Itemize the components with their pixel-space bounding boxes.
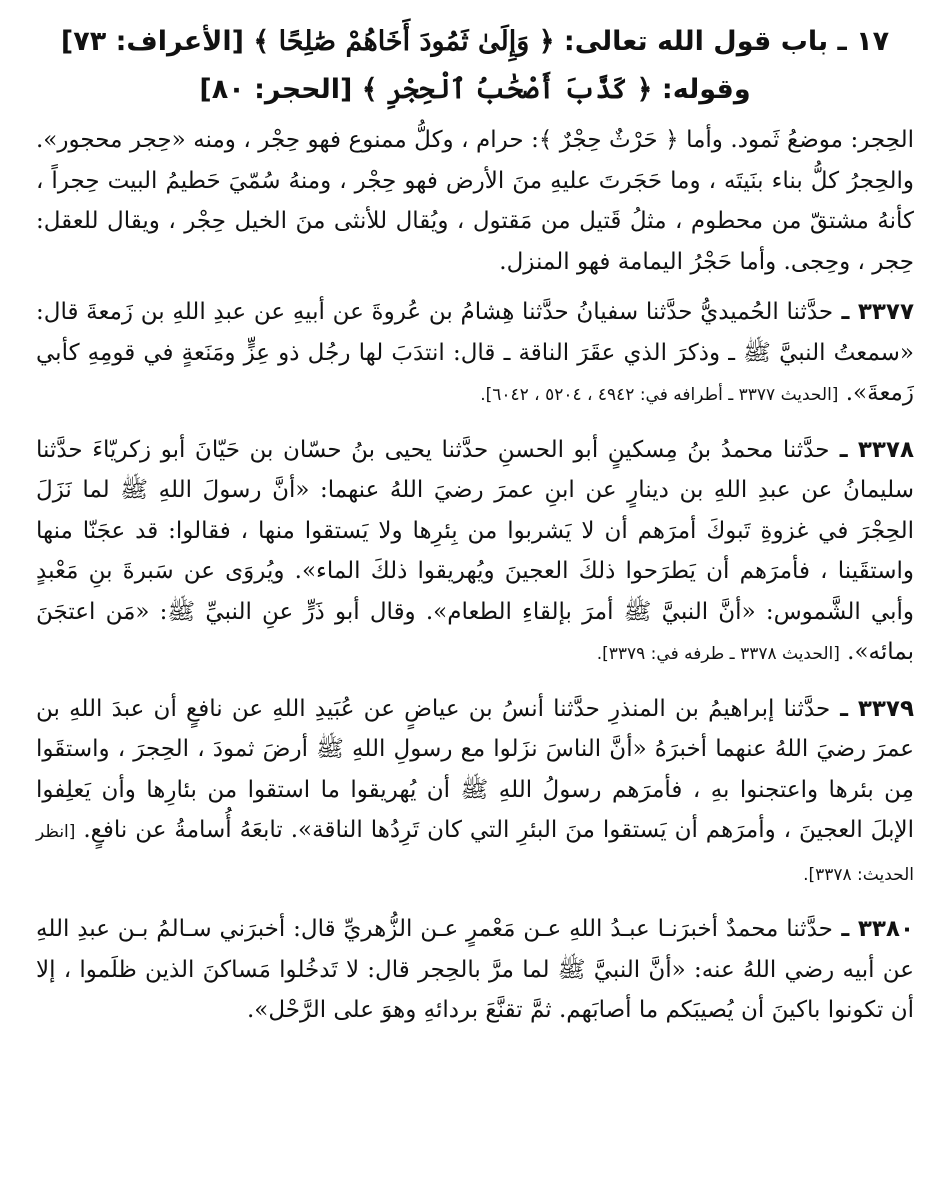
hadith-number: ٣٣٧٨ — [857, 436, 914, 463]
and-his-saying: وقوله: — [661, 74, 751, 105]
hadith-reference: [انظر الحديث: ٣٣٧٨]. — [36, 822, 914, 885]
intro-text-2: : حرام ، وكلُّ ممنوع فهو حِجْر ، ومنه «حِجر محجور». والحِجرُ كلُّ بناء بنَيتَه ، وما حَجَرتَ عليهِ منَ الأرض فهو حِجْر ، ومنهُ سُمّيَ حَطيمُ البيت حِجراً ، كأنهُ مشتقّ من محطوم ، مثلُ قَتيل من مَقتول ، ويُقال للأنثى منَ الخيل حِجْر ، ويقال للعقل: حِجر ، وحِجى. وأما حَجْرُ اليمامة فهو المنزل. — [36, 127, 914, 275]
hadith-text: حدَّثنا محمدُ بنُ مِسكينٍ أبو الحسنِ حدَّثنا يحيى بنُ حسّان بن حَيّانَ أبو زكريّاءَ حدَّثنا سليمانُ عن عبدِ اللهِ بن دينارٍ عن ابنِ عمرَ رضيَ اللهُ عنهما: «أنَّ رسولَ اللهِ ﷺ لما نَزَلَ الحِجْرَ في غزوةِ تَبوكَ أمرَهم أن لا يَشربوا من بِئرِها ولا يَستقوا منها ، فقالوا: قد عجَنّا منها واستقَينا ، فأمرَهم أن يَطرَحوا ذلكَ العجينَ ويُهريقوا ذلكَ الماء». ويُروَى عن سَبرةَ بنِ مَعْبدٍ وأبي الشَّموس: «أنَّ النبيَّ ﷺ أمرَ بإلقاءِ الطعام». وقال أبو ذَرٍّ عنِ النبيِّ ﷺ: «مَن اعتجَنَ بمائه». — [36, 436, 914, 665]
hadith-3379 — [36, 689, 914, 896]
quran-verse-1: ﴿ وَإِلَىٰ ثَمُودَ أَخَاهُمْ صَٰلِحًا ﴾ — [253, 26, 555, 57]
hadith-separator: ـ — [833, 299, 858, 325]
hadith-separator: ـ — [832, 916, 858, 942]
hadith-number: ٣٣٧٧ — [857, 299, 914, 325]
hadith-3380 — [36, 909, 914, 1031]
hadith-text: حدَّثنا محمدٌ أخبرَنـا عبـدُ اللهِ عـن مَعْمرٍ عـن الزُّهريِّ قال: أخبرَني سـالمُ بـن عبدِ اللهِ عن أبيه رضي اللهُ عنه: «أنَّ النبيَّ ﷺ لما مرَّ بالحِجر قال: لا تَدخُلوا مَساكنَ الذين ظلَموا ، إلا أن تكونوا باكينَ أن يُصيبَكم ما أصابَهم. ثمَّ تقنَّعَ بردائهِ وهوَ على الرَّحْل». — [36, 916, 914, 1023]
intro-quran: ﴿ حَرْثٌ حِجْرٌ ﴾ — [538, 127, 679, 153]
quran-ref-1: [الأعراف: ٧٣] — [60, 26, 244, 57]
hadith-separator: ـ — [830, 695, 858, 722]
chapter-number: ١٧ — [856, 26, 890, 57]
quran-ref-2: [الحجر: ٨٠] — [199, 74, 353, 105]
hadith-reference: [الحديث ٣٣٧٨ ـ طرفه في: ٣٣٧٩]. — [596, 644, 840, 664]
hadith-separator: ـ — [829, 436, 858, 463]
hadith-3377 — [36, 292, 914, 416]
quran-verse-2: ﴿ كَذَّبَ أَصْحَٰبُ ٱلْحِجْرِ ﴾ — [361, 74, 653, 105]
hadith-text: حدَّثنا إبراهيمُ بن المنذرِ حدَّثنا أنسُ بن عياضٍ عن عُبَيدِ اللهِ عن نافعٍ أن عبدَ اللهِ بن عمرَ رضيَ اللهُ عنهما أخبرَهُ «أنَّ الناسَ نزَلوا مع رسولِ اللهِ ﷺ أرضَ ثمودَ ، الحِجرَ ، واستقَوا مِن بئرها واعتجنوا بهِ ، فأمرَهم رسولُ اللهِ ﷺ أن يُهريقوا ما استقوا من بئارِها وأن يَعلِفوا الإبلَ العجينَ ، وأمرَهم أن يَستقوا منَ البئرِ التي كان تَرِدُها الناقة». تابعَهُ أُسامةُ عن نافعٍ. — [36, 695, 915, 843]
hadith-3378 — [36, 430, 914, 675]
intro-paragraph — [36, 120, 914, 282]
hadith-text: حدَّثنا الحُميديُّ حدَّثنا سفيانُ حدَّثنا هِشامُ بن عُروةَ عن أبيهِ عن عبدِ اللهِ بن زَمعةَ قال: «سمعتُ النبيَّ ﷺ ـ وذكرَ الذي عقَرَ الناقة ـ قال: انتدَبَ لها رجُل ذو عِزٍّ ومَنَعةٍ في قومِهِ كأبي زَمعةَ». — [36, 299, 914, 406]
chapter-separator: ـ — [828, 26, 857, 57]
intro-text-1: الحِجر: موضعُ ثَمود. وأما — [686, 127, 915, 153]
hadith-reference: [الحديث ٣٣٧٧ ـ أطرافه في: ٤٩٤٢ ، ٥٢٠٤ ، ٦٠٤٢]. — [480, 385, 839, 405]
hadith-number: ٣٣٧٩ — [857, 695, 914, 722]
hadith-number: ٣٣٨٠ — [857, 916, 914, 942]
chapter-heading — [36, 18, 914, 114]
chapter-title: باب قول الله تعالى: — [563, 26, 829, 57]
